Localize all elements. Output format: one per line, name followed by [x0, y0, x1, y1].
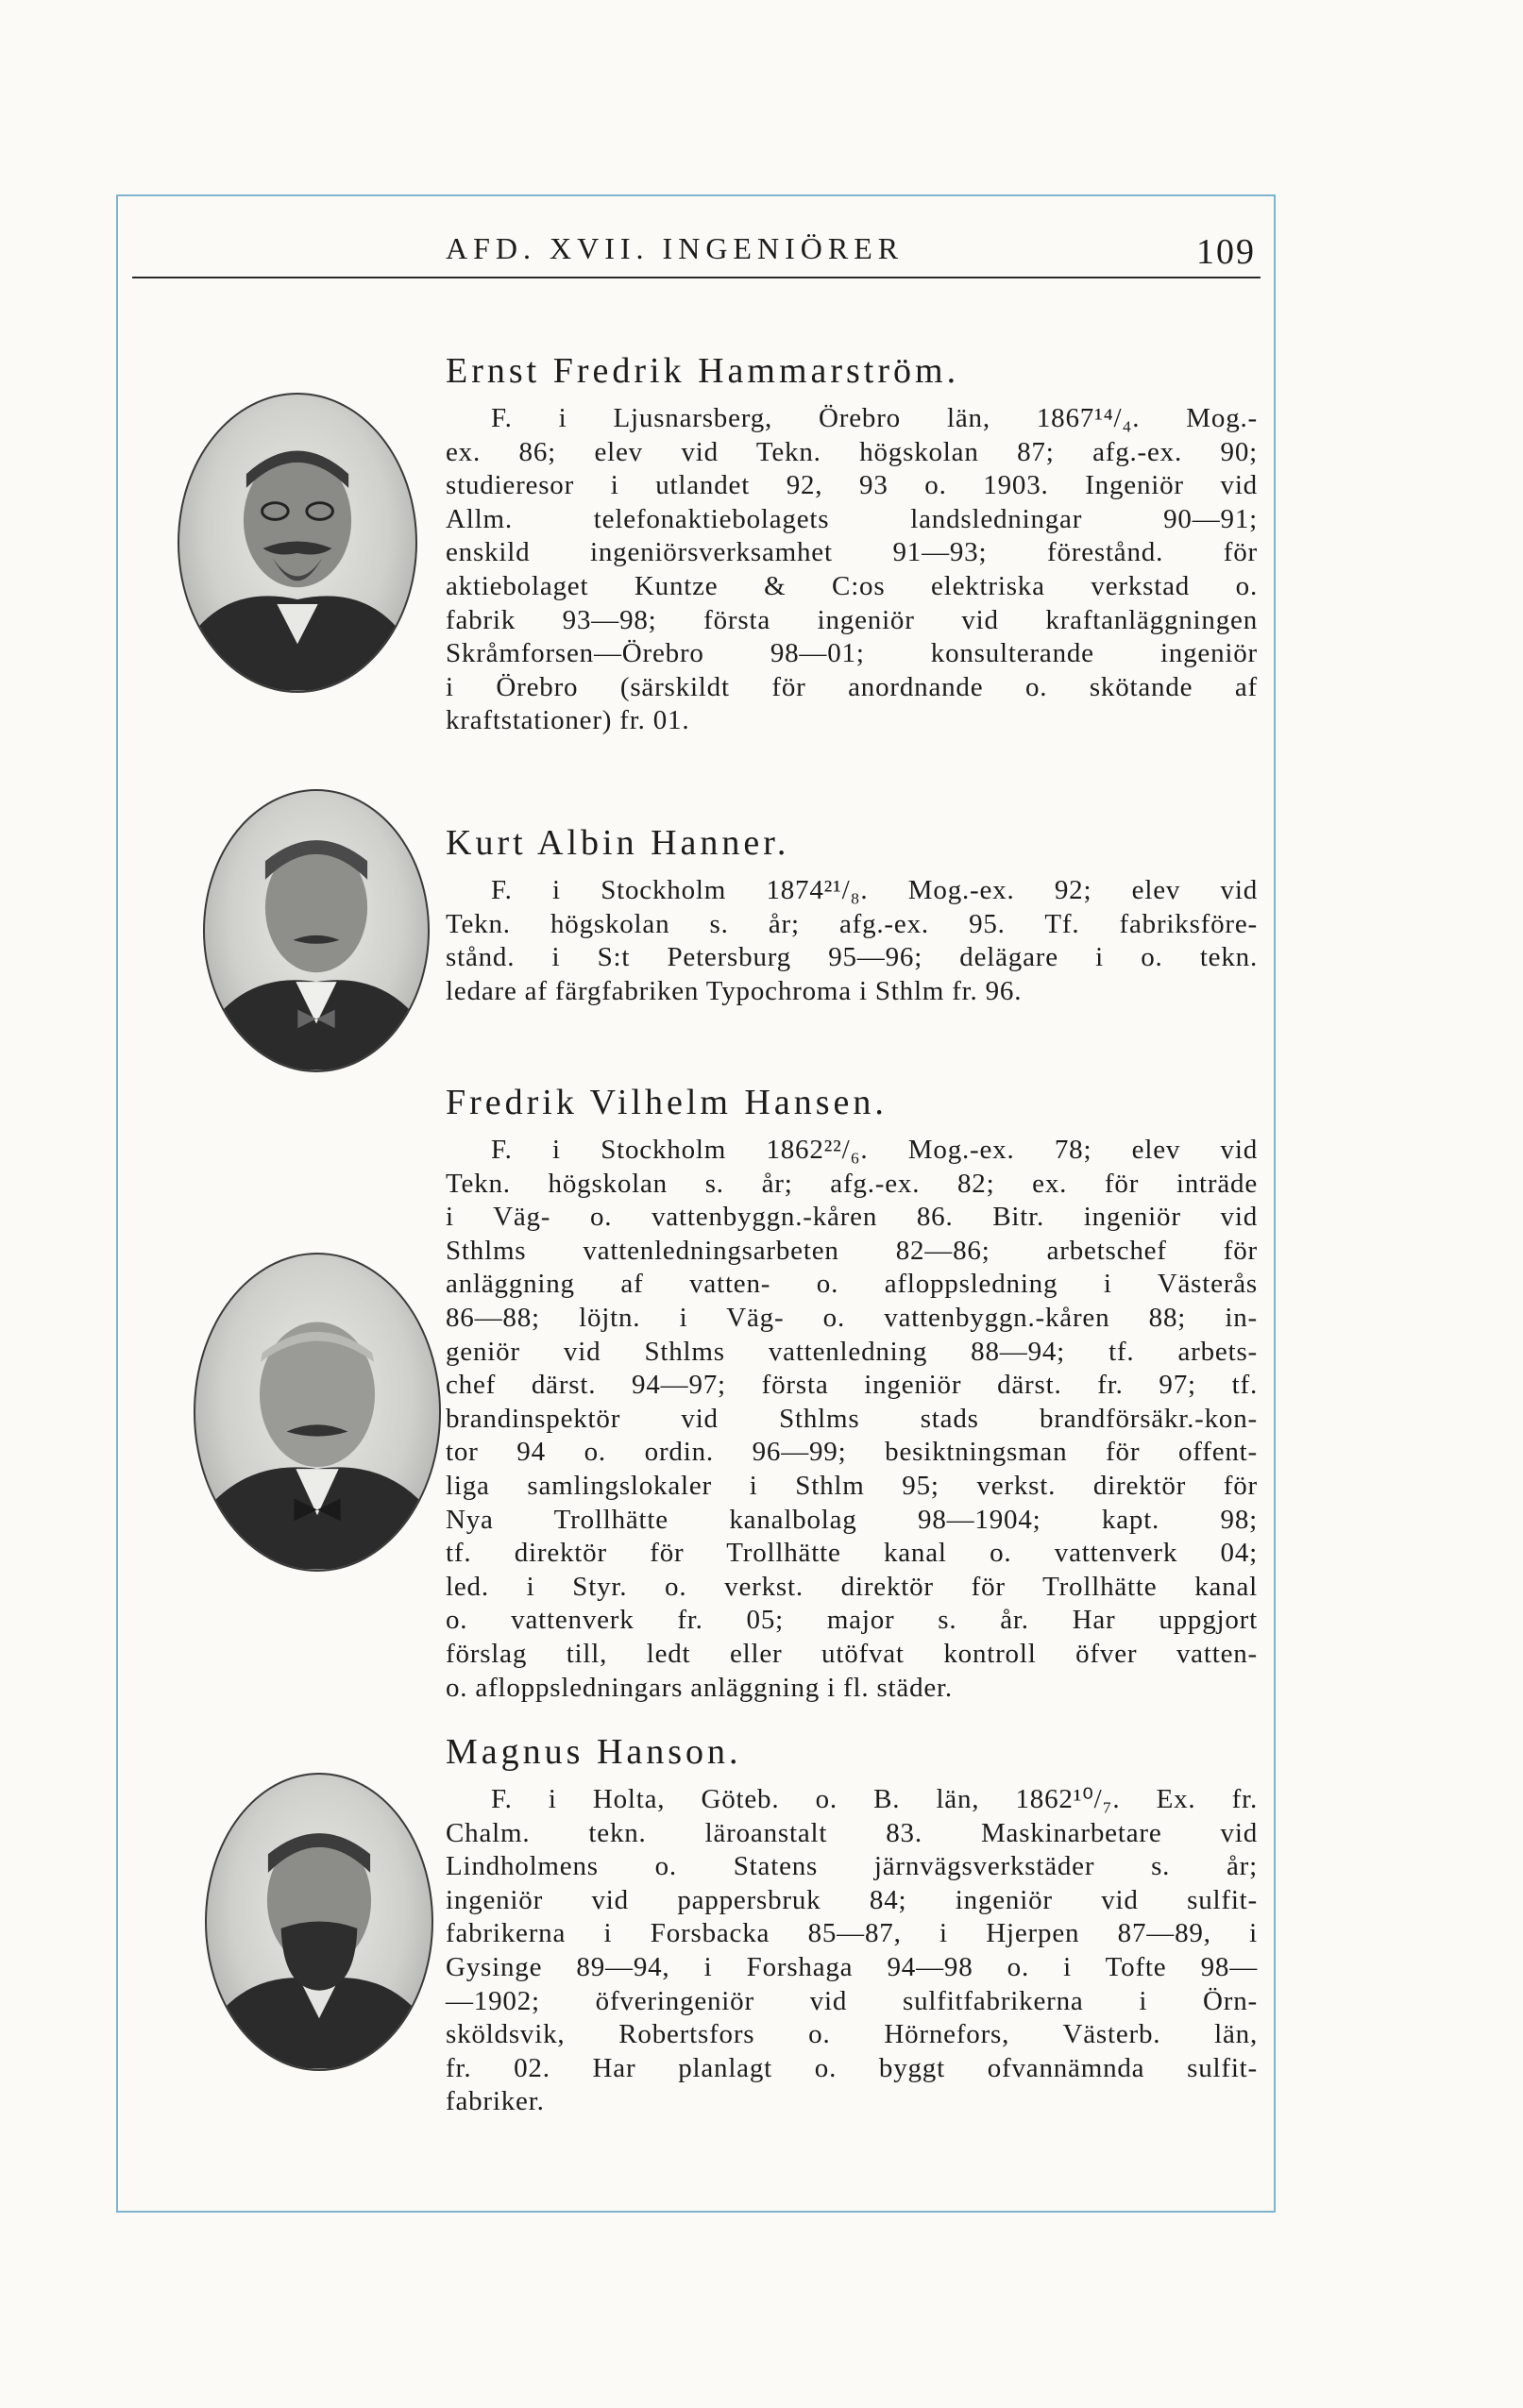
bio-line: Chalm. tekn. läroanstalt 83. Maskinarbetare vid [446, 1817, 1258, 1848]
bio-line: brandinspektör vid Sthlms stads brandförsäkr.-kon- [446, 1403, 1258, 1434]
bio-line: Skråmforsen—Örebro 98—01; konsulterande ingeniör [446, 638, 1258, 669]
bio-line: fabrik 93—98; första ingeniör vid kraftanläggningen [446, 604, 1258, 635]
bio-line: chef därst. 94—97; första ingeniör därst. fr. 97; tf. [446, 1370, 1258, 1401]
portrait-illustration [195, 1255, 439, 1570]
section-title: AFD. XVII. INGENIÖRER [446, 231, 905, 265]
portrait-illustration [207, 1775, 432, 2069]
bio-line: F. i Ljusnarsberg, Örebro län, 1867¹⁴/₄. Mog.- [491, 403, 1258, 433]
bio-line: anläggning af vatten- o. afloppsledning i Västerås [446, 1269, 1258, 1300]
bio-line: o. vattenverk fr. 05; major s. år. Har uppgjort [446, 1605, 1258, 1636]
entry-hansen [446, 1081, 1258, 1705]
entry-hammarstrom [446, 349, 1258, 738]
header-rule [132, 277, 1261, 278]
entry-name: Kurt Albin Hanner. [446, 823, 790, 863]
bio-line: Tekn. högskolan s. år; afg.-ex. 82; ex. för inträde [446, 1168, 1258, 1199]
bio-line: förslag till, ledt eller utöfvat kontroll öfver vatten- [446, 1638, 1258, 1669]
entry-name: Fredrik Vilhelm Hansen. [446, 1083, 888, 1122]
bio-line: tor 94 o. ordin. 96—99; besiktningsman för offent- [446, 1437, 1258, 1468]
running-header [132, 231, 1261, 278]
bio-line: Tekn. högskolan s. år; afg.-ex. 95. Tf. fabriksföre- [446, 908, 1258, 939]
bio-line: F. i Stockholm 1862²²/₆. Mog.-ex. 78; elev vid [491, 1135, 1258, 1165]
bio-line: aktiebolaget Kuntze & C:os elektriska verkstad o. [446, 570, 1258, 601]
bio-line: fabrikerna i Forsbacka 85—87, i Hjerpen 87—89, i [446, 1918, 1258, 1949]
bio-line: geniör vid Sthlms vattenledning 88—94; tf. arbets- [446, 1336, 1258, 1367]
portrait-hanson [205, 1773, 433, 2071]
portrait-illustration [205, 791, 428, 1070]
portrait-illustration [179, 395, 415, 691]
bio-line: enskild ingeniörsverksamhet 91—93; förestånd. för [446, 537, 1258, 568]
entry-hanson [446, 1730, 1258, 2119]
bio-line: Nya Trollhätte kanalbolag 98—1904; kapt. 98; [446, 1504, 1258, 1535]
bio-line: i Örebro (särskildt för anordnande o. skötande af [446, 671, 1258, 702]
entry-bio [446, 874, 1258, 1008]
bio-line: F. i Holta, Göteb. o. B. län, 1862¹⁰/₇. Ex. fr. [491, 1784, 1258, 1814]
bio-line: studieresor i utlandet 92, 93 o. 1903. Ingeniör vid [446, 470, 1258, 501]
bio-line: fabriker. [446, 2086, 545, 2117]
bio-line: fr. 02. Har planlagt o. byggt ofvannämnda sulfit- [446, 2052, 1258, 2083]
bio-line: liga samlingslokaler i Sthlm 95; verkst. direktör för [446, 1470, 1258, 1501]
bio-line: stånd. i S:t Petersburg 95—96; delägare i o. tekn. [446, 942, 1258, 973]
bio-line: sköldsvik, Robertsfors o. Hörnefors, Västerb. län, [446, 2019, 1258, 2050]
entry-bio [446, 1783, 1258, 2119]
bio-line: Sthlms vattenledningsarbeten 82—86; arbetschef för [446, 1235, 1258, 1266]
entry-bio [446, 402, 1258, 738]
page-number: 109 [1196, 232, 1256, 272]
portrait-hammarstrom [178, 393, 417, 693]
entry-hanner [446, 821, 1258, 1008]
bio-line: Gysinge 89—94, i Forshaga 94—98 o. i Tofte 98— [446, 1951, 1258, 1982]
entry-name: Ernst Fredrik Hammarström. [446, 351, 960, 391]
portrait-hansen [194, 1253, 441, 1572]
bio-line: ingeniör vid pappersbruk 84; ingeniör vid sulfit- [446, 1884, 1258, 1915]
bio-line: kraftstationer) fr. 01. [446, 705, 690, 736]
bio-line: Lindholmens o. Statens järnvägsverkstäder s. år; [446, 1851, 1258, 1882]
bio-line: F. i Stockholm 1874²¹/₈. Mog.-ex. 92; elev vid [491, 875, 1258, 905]
entry-name: Magnus Hanson. [446, 1732, 742, 1772]
entry-bio [446, 1134, 1258, 1705]
bio-line: ex. 86; elev vid Tekn. högskolan 87; afg.-ex. 90; [446, 436, 1258, 467]
bio-line: 86—88; löjtn. i Väg- o. vattenbyggn.-kåren 88; in- [446, 1302, 1258, 1333]
portrait-hanner [203, 789, 430, 1072]
bio-line: —1902; öfveringeniör vid sulfitfabrikerna i Örn- [446, 1985, 1258, 2016]
bio-line: o. afloppsledningars anläggning i fl. städer. [446, 1672, 953, 1703]
bio-line: led. i Styr. o. verkst. direktör för Trollhätte kanal [446, 1571, 1258, 1602]
bio-line: i Väg- o. vattenbyggn.-kåren 86. Bitr. ingeniör vid [446, 1202, 1258, 1233]
bio-line: tf. direktör för Trollhätte kanal o. vattenverk 04; [446, 1538, 1258, 1569]
bio-line: ledare af färgfabriken Typochroma i Sthlm fr. 96. [446, 975, 1023, 1006]
bio-line: Allm. telefonaktiebolagets landsledningar 90—91; [446, 503, 1258, 534]
